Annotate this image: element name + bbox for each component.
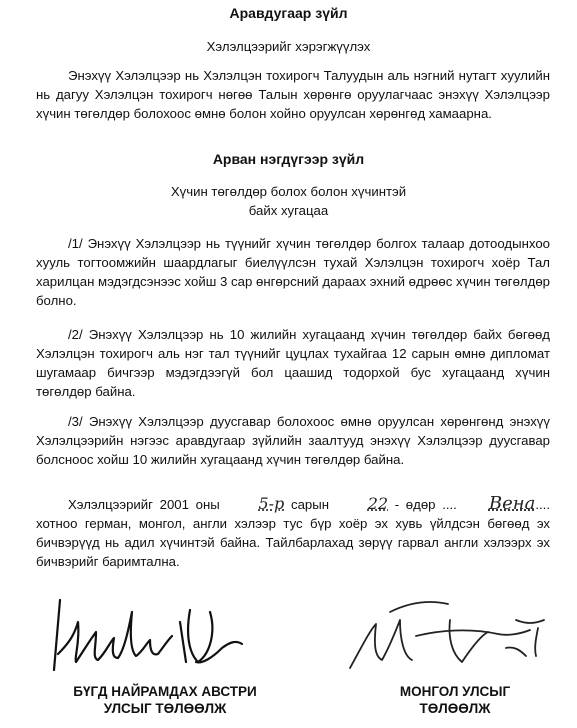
mongolia-party-line1: МОНГОЛ УЛСЫГ bbox=[399, 684, 511, 699]
article-12-title: Аравдугаар зүйл bbox=[229, 5, 348, 21]
clause-1: /1/ Энэхүү Хэлэлцээр нь түүнийг хүчин төгөлдөр болгох талаар дотоодынхоо хууль тогтоомжийн шаардлагыг биелүүлсэн тухай Хэлэлцэн тохирогч хоёр Тал харилцан мэдэгдсэнээс хойш 3 сар өнгөрсний дараах эхний өдрөөс хүчин төгөлдөр болно. bbox=[36, 236, 550, 308]
article-13-subtitle-line1: Хүчин төгөлдөр болох болон хүчинтэй bbox=[170, 184, 407, 199]
closing-before-year: Хэлэлцээрийг 2001 оны bbox=[68, 497, 220, 512]
mongolia-party-label bbox=[345, 683, 565, 717]
closing-after-day: - өдөр .... bbox=[394, 497, 457, 512]
closing-after-city: .... хотноо герман, монгол, англи хэлээр тус бүр хоёр эх хувь үйлдсэн бөгөөд эх бичвэрүүд нь адил хүчинтэй байна. Тайлбарлахад зөрүү гарвал англи хэлээрх эх бичвэрийг баримтална. bbox=[36, 497, 550, 569]
mongolia-signature bbox=[330, 590, 560, 680]
handwritten-month: 5-р bbox=[258, 494, 285, 513]
austria-party-line1: БҮГД НАЙРАМДАХ АВСТРИ bbox=[73, 684, 257, 699]
article-13-subtitle bbox=[0, 182, 577, 220]
article-13-title: Арван нэгдүгээр зүйл bbox=[212, 151, 365, 167]
clause-3: /3/ Энэхүү Хэлэлцээр дуусгавар болохоос өмнө оруулсан хөрөнгөнд энэхүү Хэлэлцээрийн нэгээс аравдугаар зүйлийн заалтууд энэхүү Хэлэлцээр дуусгавар болсноос хойш 10 жилийн хугацаанд хүчин төгөлдөр байна. bbox=[36, 414, 550, 467]
handwritten-city: Вена bbox=[488, 493, 536, 514]
mongolia-party-line2: ТӨЛӨӨЛЖ bbox=[419, 701, 491, 716]
closing-after-month: сарын bbox=[290, 497, 329, 512]
clause-2: /2/ Энэхүү Хэлэлцээр нь 10 жилийн хугацаанд хүчин төгөлдөр байх бөгөөд Хэлэлцэн тохирогч аль нэг тал түүнийг цуцлах тухайгаа 12 сарын өмнө дипломат шугамаар бичгээр мэдэгдээгүй бол цаашид тодорхой бус хугацаанд хүчин төгөлдөр байна. bbox=[36, 327, 550, 399]
handwritten-day: 22 bbox=[367, 494, 389, 513]
closing-paragraph bbox=[36, 494, 550, 571]
article-13-subtitle-line2: байх хугацаа bbox=[248, 203, 329, 218]
article-12-subtitle: Хэлэлцээрийг хэрэгжүүлэх bbox=[206, 39, 371, 54]
article-12-paragraph: Энэхүү Хэлэлцээр нь Хэлэлцэн тохирогч Талуудын аль нэгний нутагт хуулийн нь дагуу Хэлэлцэн тохирогч нөгөө Талын хөрөнгө оруулагчаас энэхүү Хэлэлцээр хүчин төгөлдөр болохоос өмнө болон хойно оруулсан хөрөнгөд хамаарна. bbox=[36, 68, 550, 121]
austria-party-label bbox=[40, 683, 290, 717]
austria-party-line2: УЛСЫГ ТӨЛӨӨЛЖ bbox=[103, 701, 227, 716]
austria-signature bbox=[40, 592, 250, 682]
